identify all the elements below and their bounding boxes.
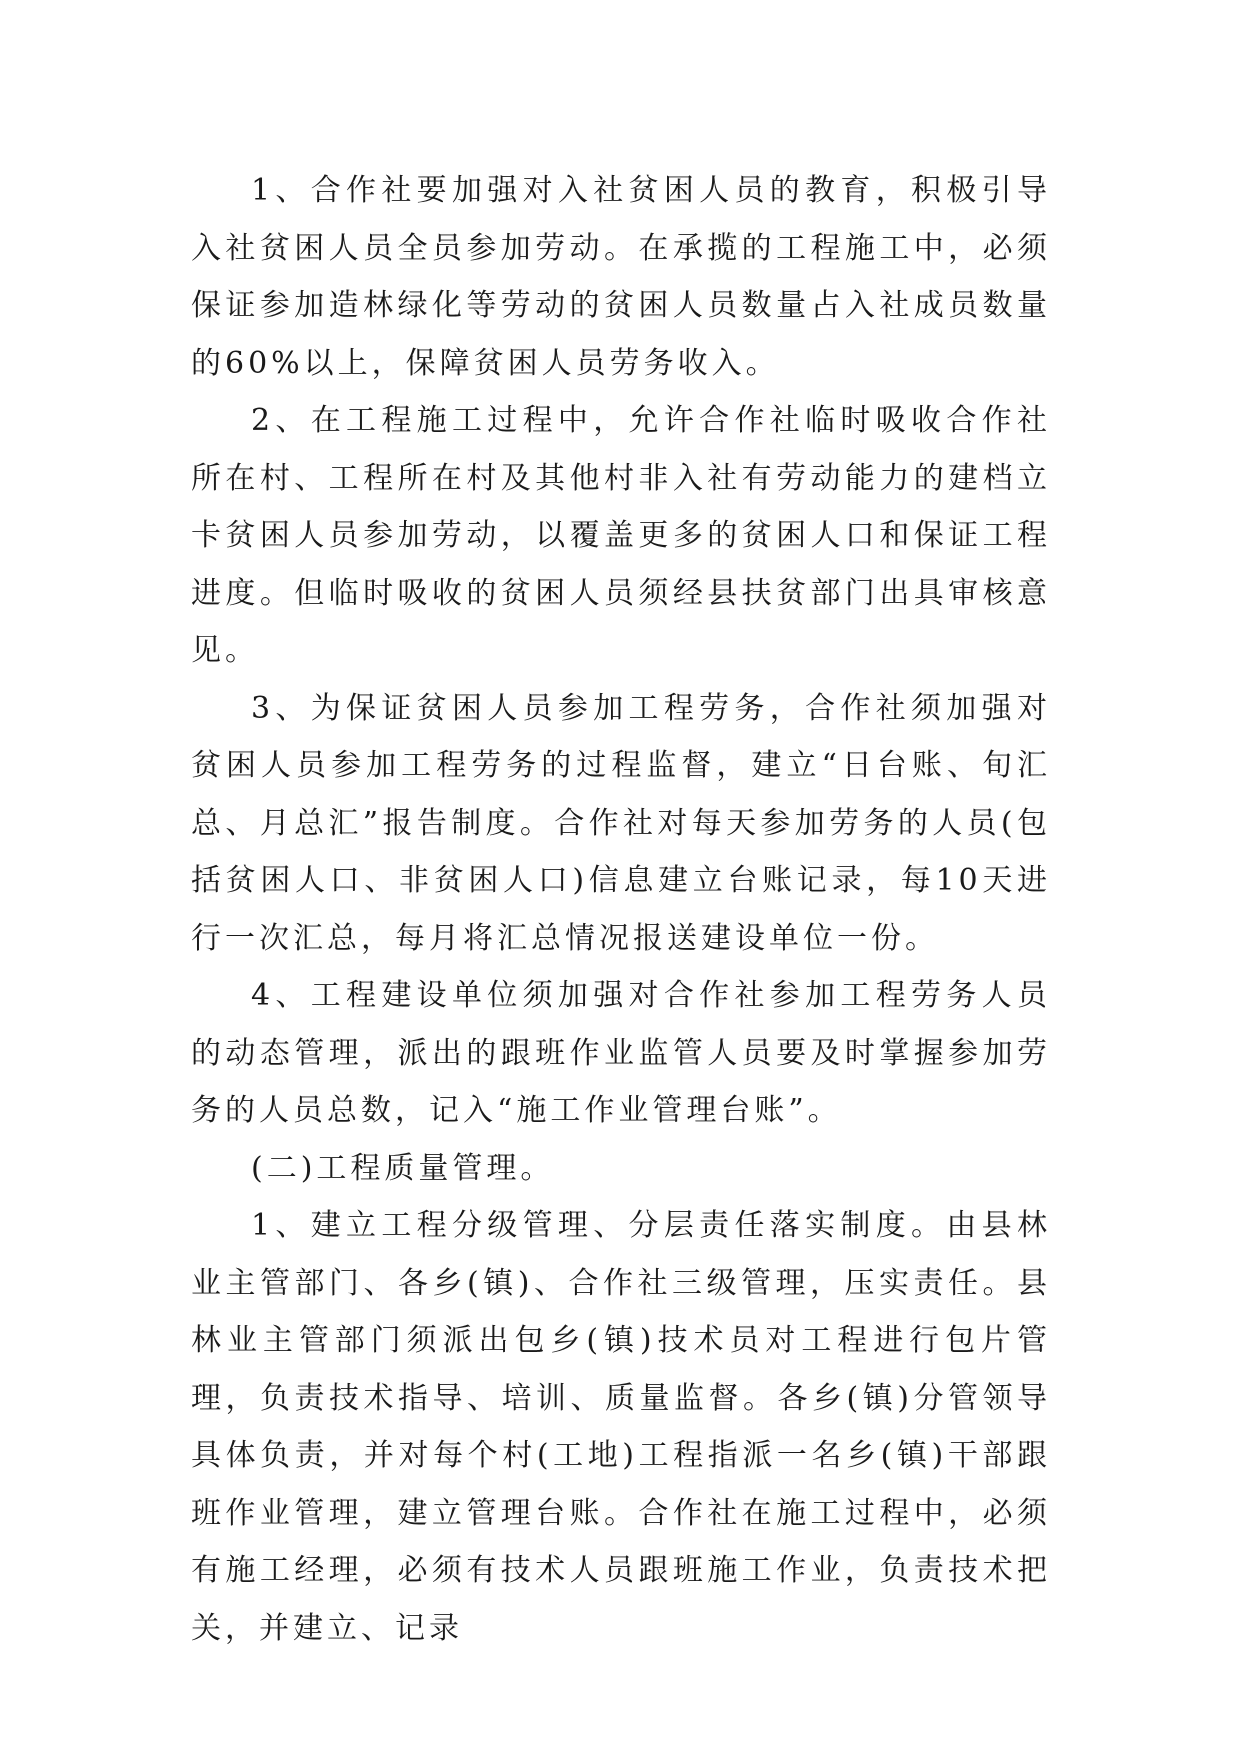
section-heading-quality: (二)工程质量管理。 [251,1150,555,1186]
document-body [191,162,1051,1657]
paragraph-1: 1、合作社要加强对入社贫困人员的教育，积极引导入社贫困人员全员参加劳动。在承揽的工程施工中，必须保证参加造林绿化等劳动的贫困人员数量占入社成员数量的60%以上，保障贫困人员劳务收入。 [191,173,1051,381]
paragraph-2: 2、在工程施工过程中，允许合作社临时吸收合作社所在村、工程所在村及其他村非入社有劳动能力的建档立卡贫困人员参加劳动，以覆盖更多的贫困人口和保证工程进度。但临时吸收的贫困人员须经县扶贫部门出具审核意见。 [191,403,1051,668]
paragraph-3: 3、为保证贫困人员参加工程劳务，合作社须加强对贫困人员参加工程劳务的过程监督，建立“日台账、旬汇总、月总汇”报告制度。合作社对每天参加劳务的人员(包括贫困人口、非贫困人口)信息建立台账记录，每10天进行一次汇总，每月将汇总情况报送建设单位一份。 [191,690,1051,956]
paragraph-4: 4、工程建设单位须加强对合作社参加工程劳务人员的动态管理，派出的跟班作业监管人员要及时掌握参加劳务的人员总数，记入“施工作业管理台账”。 [191,978,1051,1128]
paragraph-5: 1、建立工程分级管理、分层责任落实制度。由县林业主管部门、各乡(镇)、合作社三级管理，压实责任。县林业主管部门须派出包乡(镇)技术员对工程进行包片管理，负责技术指导、培训、质量监督。各乡(镇)分管领导具体负责，并对每个村(工地)工程指派一名乡(镇)干部跟班作业管理，建立管理台账。合作社在施工过程中，必须有施工经理，必须有技术人员跟班施工作业，负责技术把关，并建立、记录 [191,1208,1051,1646]
